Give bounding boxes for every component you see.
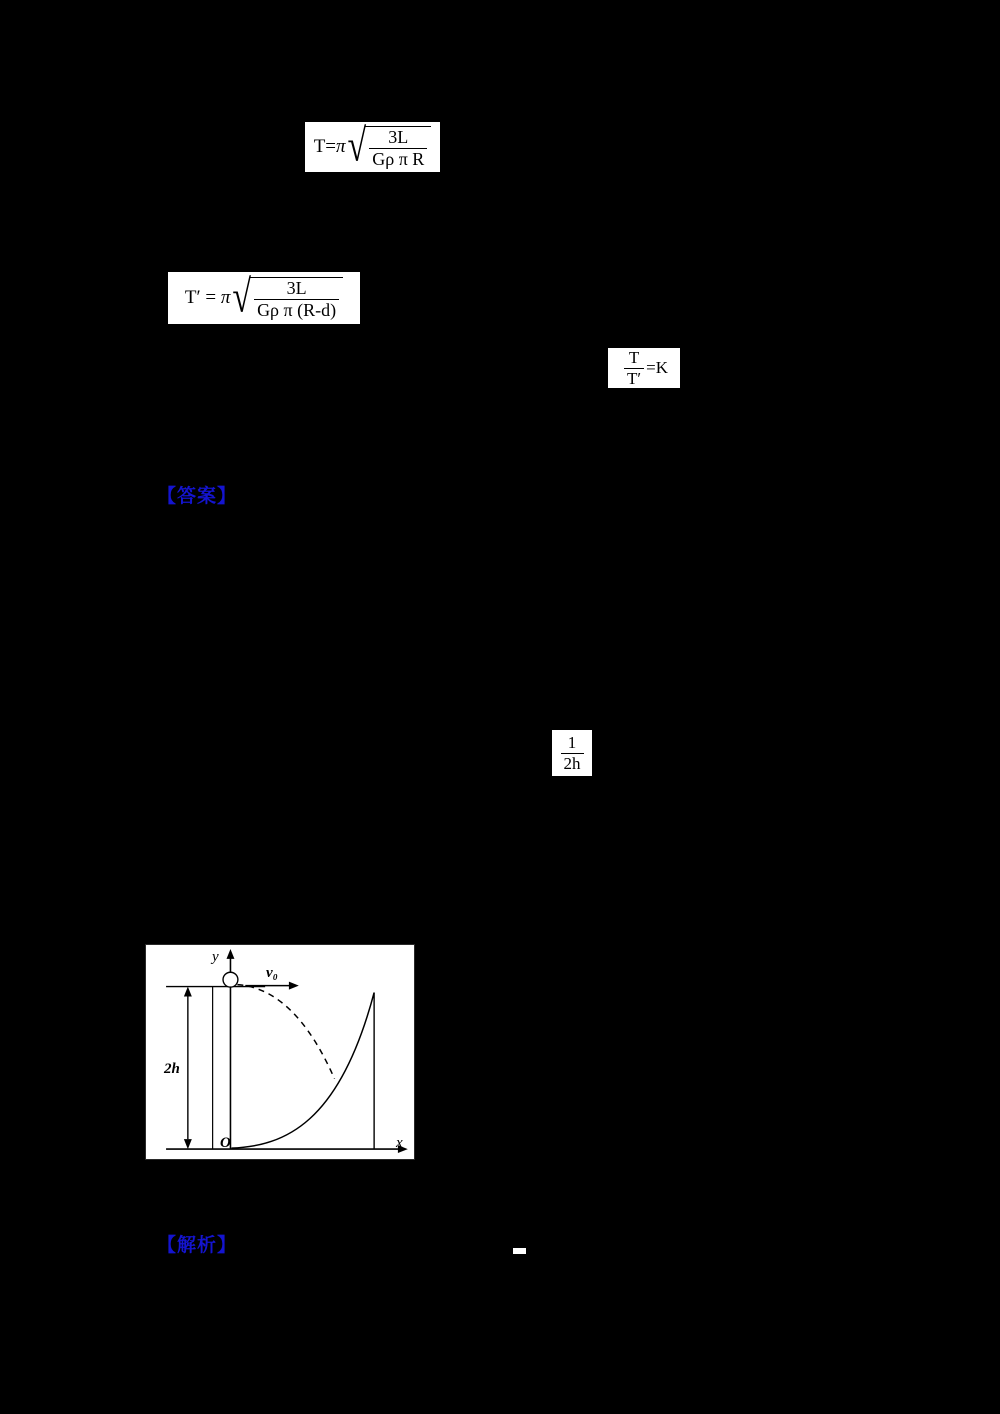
y-axis-arrow (227, 949, 235, 959)
figure-height-label: 2h (164, 1061, 180, 1077)
trajectory-dashed (237, 985, 334, 1079)
figure-x-label: x (396, 1135, 403, 1151)
formula-ratio-K (608, 348, 680, 388)
formula-Tprime-denominator: Gρ π (R-d) (254, 299, 339, 320)
formula-period-T (305, 122, 440, 172)
projectile-figure (145, 944, 415, 1160)
stray-mark (513, 1248, 526, 1254)
formula-one-over-2h (552, 730, 592, 776)
formula-2h-denominator: 2h (561, 753, 584, 773)
formula-ratio-rhs: =K (646, 358, 668, 377)
velocity-arrow-head (289, 982, 299, 990)
height-arrow-up (184, 987, 192, 997)
heading-answer-1: 【答案】 (157, 486, 238, 507)
slope-curve (231, 993, 374, 1149)
radical-group (347, 121, 432, 172)
radical-group-2 (232, 272, 343, 323)
figure-svg (146, 945, 414, 1159)
heading-answer-2: 【解析】 (157, 1235, 238, 1256)
formula-Tprime-numerator: 3L (286, 277, 307, 298)
ball-icon (223, 972, 238, 987)
figure-y-label: y (212, 949, 219, 965)
radical-sign: √ (347, 121, 367, 172)
formula-T-lhs: T= (313, 136, 337, 157)
formula-T-numerator: 3L (388, 126, 409, 147)
radical-sign-2: √ (232, 272, 252, 323)
formula-T-pi: π (336, 136, 346, 157)
figure-velocity-label: v₀ (266, 965, 278, 981)
height-arrow-down (184, 1139, 192, 1149)
formula-ratio-numerator: T (628, 347, 640, 367)
formula-2h-numerator: 1 (567, 732, 577, 752)
figure-origin-label: O (220, 1135, 231, 1151)
formula-ratio-denominator: T′ (624, 368, 644, 388)
formula-period-T-prime (168, 272, 360, 324)
formula-Tprime-pi: π (220, 287, 231, 308)
formula-Tprime-lhs: T′ = (184, 287, 217, 308)
formula-T-denominator: Gρ π R (369, 148, 427, 169)
